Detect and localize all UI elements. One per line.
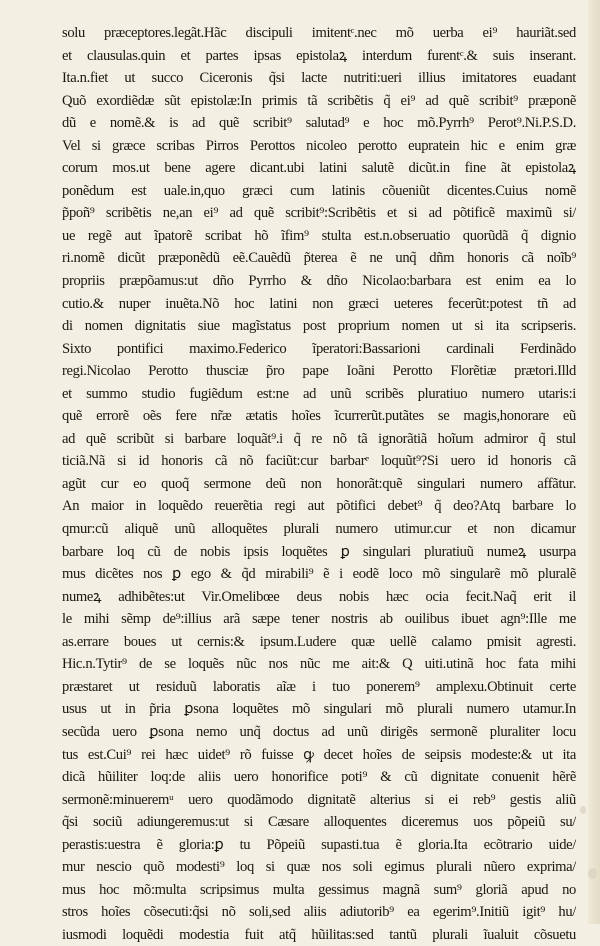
- text-line: mus dicẽtes nos ꝑ ego & q̃d mirabili⁹ ẽ i eodẽ loco mõ singularẽ mõ pluralẽ: [62, 566, 576, 583]
- text-line: ri.nomẽ dicũt præponẽdũ eẽ.Cauẽdũ p̃terea ẽ ne unq̃ dñm honoris cã noĩb⁹: [62, 250, 576, 267]
- text-line: Vel si græce scribas Pirros Perottos nicoleo perotto eupratein hic e enim græ: [62, 137, 576, 154]
- text-line: ponẽdum est uale.in,quo græci cum latinis cõueniũt dicentes.Cuius nomẽ: [62, 182, 576, 199]
- text-line: numeꝝ adhibẽtes:ut Vir.Omelibœe deus nobis hæc ocia fecit.Naq̃ erit il: [62, 588, 576, 605]
- text-line: propriis præpõamus:ut dño Pyrrho & dño Nicolao:barbara est enim ea lo: [62, 273, 576, 290]
- text-line: le mihi sẽmp de⁹:illius arã sæpe tener nostris ab ouilibus ibuet agn⁹:Ille me: [62, 611, 576, 628]
- text-line: usus ut in p̃ria ꝑsona loquẽtes mõ singulari mõ plurali numero utamur.In: [62, 701, 576, 718]
- text-line: stros hoĩes cõsecuti:q̃si nõ soli,sed aliis adiutorib⁹ ea egerim⁹.Initiũ igit⁹ hu/: [62, 904, 576, 921]
- text-line: Sixto pontifici maximo.Federico ĩperatori:Bassarioni cardinali Ferdinãdo: [62, 340, 576, 357]
- text-line: agũt cur eo quoq̃ sermone deũ non honorãt:quẽ singulari numero affãtur.: [62, 475, 576, 492]
- text-line: ticiã.Nã si id honoris cã nõ faciũt:cur barbarᵉ loquũt⁹?Si uero id honoris cã: [62, 453, 576, 470]
- text-line: quẽ errorẽ oẽs fere nr̃æ ætatis hoĩes ĩcurrerũt.putãtes se magis,honorare eũ: [62, 408, 576, 425]
- text-line: et summo studio fugiẽdum est:ne ad unũ scribẽs pluratiuo numero utaris:i: [62, 385, 576, 402]
- text-line: perastis:uestra ẽ gloria:ꝑ tu Põpeiũ supasti.tua ẽ gloria.Ita ecõtrario uide/: [62, 836, 576, 853]
- text-line: dicã hũiliter loq:de aliis uero honorifice poti⁹ & cũ dignitate conuenit hẽrẽ: [62, 769, 576, 786]
- text-line: regi.Nicolao Perotto thusciæ p̃ro pape Ioãni Perotto Florẽtiæ prætori.Illd: [62, 363, 576, 380]
- text-line: dũ e nomẽ.& is ad quẽ scribit⁹ salutad⁹ e hoc mõ.Pyrrh⁹ Perot⁹.Ni.P.S.D.: [62, 115, 576, 132]
- text-line: ad quẽ scribũt si barbare loquãt⁹.i q̃ re nõ tã ignorãtiã hoĩum admiror q̃ stul: [62, 430, 576, 447]
- text-line: tus est.Cui⁹ rei hæc uidet⁹ rõ fuisse ꝙ decet hoĩes de seipsis modeste:& ut ita: [62, 746, 576, 763]
- text-line: An maior in loquẽdo reuerẽtia regi aut põtifici debet⁹ q̃ deo?Atq barbare lo: [62, 498, 576, 515]
- text-line: q̃si sociũ adiungeremus:ut si Cæsare alloquentes diceremus uos põpeiũ su/: [62, 814, 576, 831]
- text-line: p̃poñ⁹ scribẽtis ne,an ei⁹ ad quẽ scribit⁹:Scribẽtis et si ad põtificẽ maximũ si/: [62, 205, 576, 222]
- text-line: qmur:cũ aliquẽ unũ alloquẽtes plurali numero utimur.cur et non dicamur: [62, 521, 576, 538]
- text-line: corum mos.ut bene agere dicant.ubi latini salutẽ dicũt.in fine ãt epistolaꝝ: [62, 160, 576, 177]
- page-edge: [588, 0, 600, 924]
- text-line: as.errare boues ut cernis:& ipsum.Ludere quæ uellẽ calamo pmisit agresti.: [62, 633, 576, 650]
- text-line: præstaret ut residuũ laboratis aĩæ i tuo ponerem⁹ amplexu.Obtinuit certe: [62, 678, 576, 695]
- text-line: cutio.& nuper inuẽta.Nõ hoc latini non græci ueteres fecerũt:potest tñ ad: [62, 295, 576, 312]
- paper-stain: [580, 806, 586, 814]
- latin-text-block: [62, 22, 576, 946]
- text-line: di nomen dignitatis siue magĩstatus post proprium nomen ut si ita scripseris.: [62, 318, 576, 335]
- paper-stain: [588, 868, 597, 879]
- text-line: secũda uero ꝑsona nemo unq̃ doctus ad unũ dirigẽs sermonẽ pluraliter locu: [62, 723, 576, 740]
- text-line: sermonẽ:minueremᵘ uero quodãmodo dignitatẽ alterius si ei reb⁹ gestis aliũ: [62, 791, 576, 808]
- text-line: mus hoc mõ:multa scripsimus multa gessimus magnã sum⁹ gloriã apud no: [62, 881, 576, 898]
- text-line: Quõ exordiẽdæ sũt epistolæ:In primis tã scribẽtis q̃ ei⁹ ad quẽ scribit⁹ præponẽ: [62, 92, 576, 109]
- text-line: barbare loq cũ de nobis ipsis loquẽtes ꝑ singulari pluratiuũ numeꝝ usurpa: [62, 543, 576, 560]
- text-line: ue regẽ aut ĩpatorẽ scribat hõ ĩfim⁹ stulta est.n.obseruatio quorũdã q̃ dignio: [62, 227, 576, 244]
- text-line: mur nescio quõ modesti⁹ loq si quæ nos soli egimus plurali nũero exprima/: [62, 859, 576, 876]
- text-line: Hic.n.Tytir⁹ de se loquẽs nũc nos nũc me ait:& Q uiti.utinã hoc fata mihi: [62, 656, 576, 673]
- text-line: Ita.n.fiet ut succo Ciceronis q̃si lacte nutriti:ueri illius imitatores euadant: [62, 70, 576, 87]
- text-line: solu præceptores.legãt.Hãc discipuli imitentᶜ.nec mõ uerba ei⁹ hauriãt.sed: [62, 25, 576, 41]
- text-line: et clausulas.quin et partes ipsas epistolaꝝ interdum furentᶜ.& suis inserant.: [62, 47, 576, 64]
- text-line: iusmodi loquẽdi modestia fuit atq̃ hũilitas:sed tantũ plurali ĩualuit cõsuetu: [62, 926, 576, 943]
